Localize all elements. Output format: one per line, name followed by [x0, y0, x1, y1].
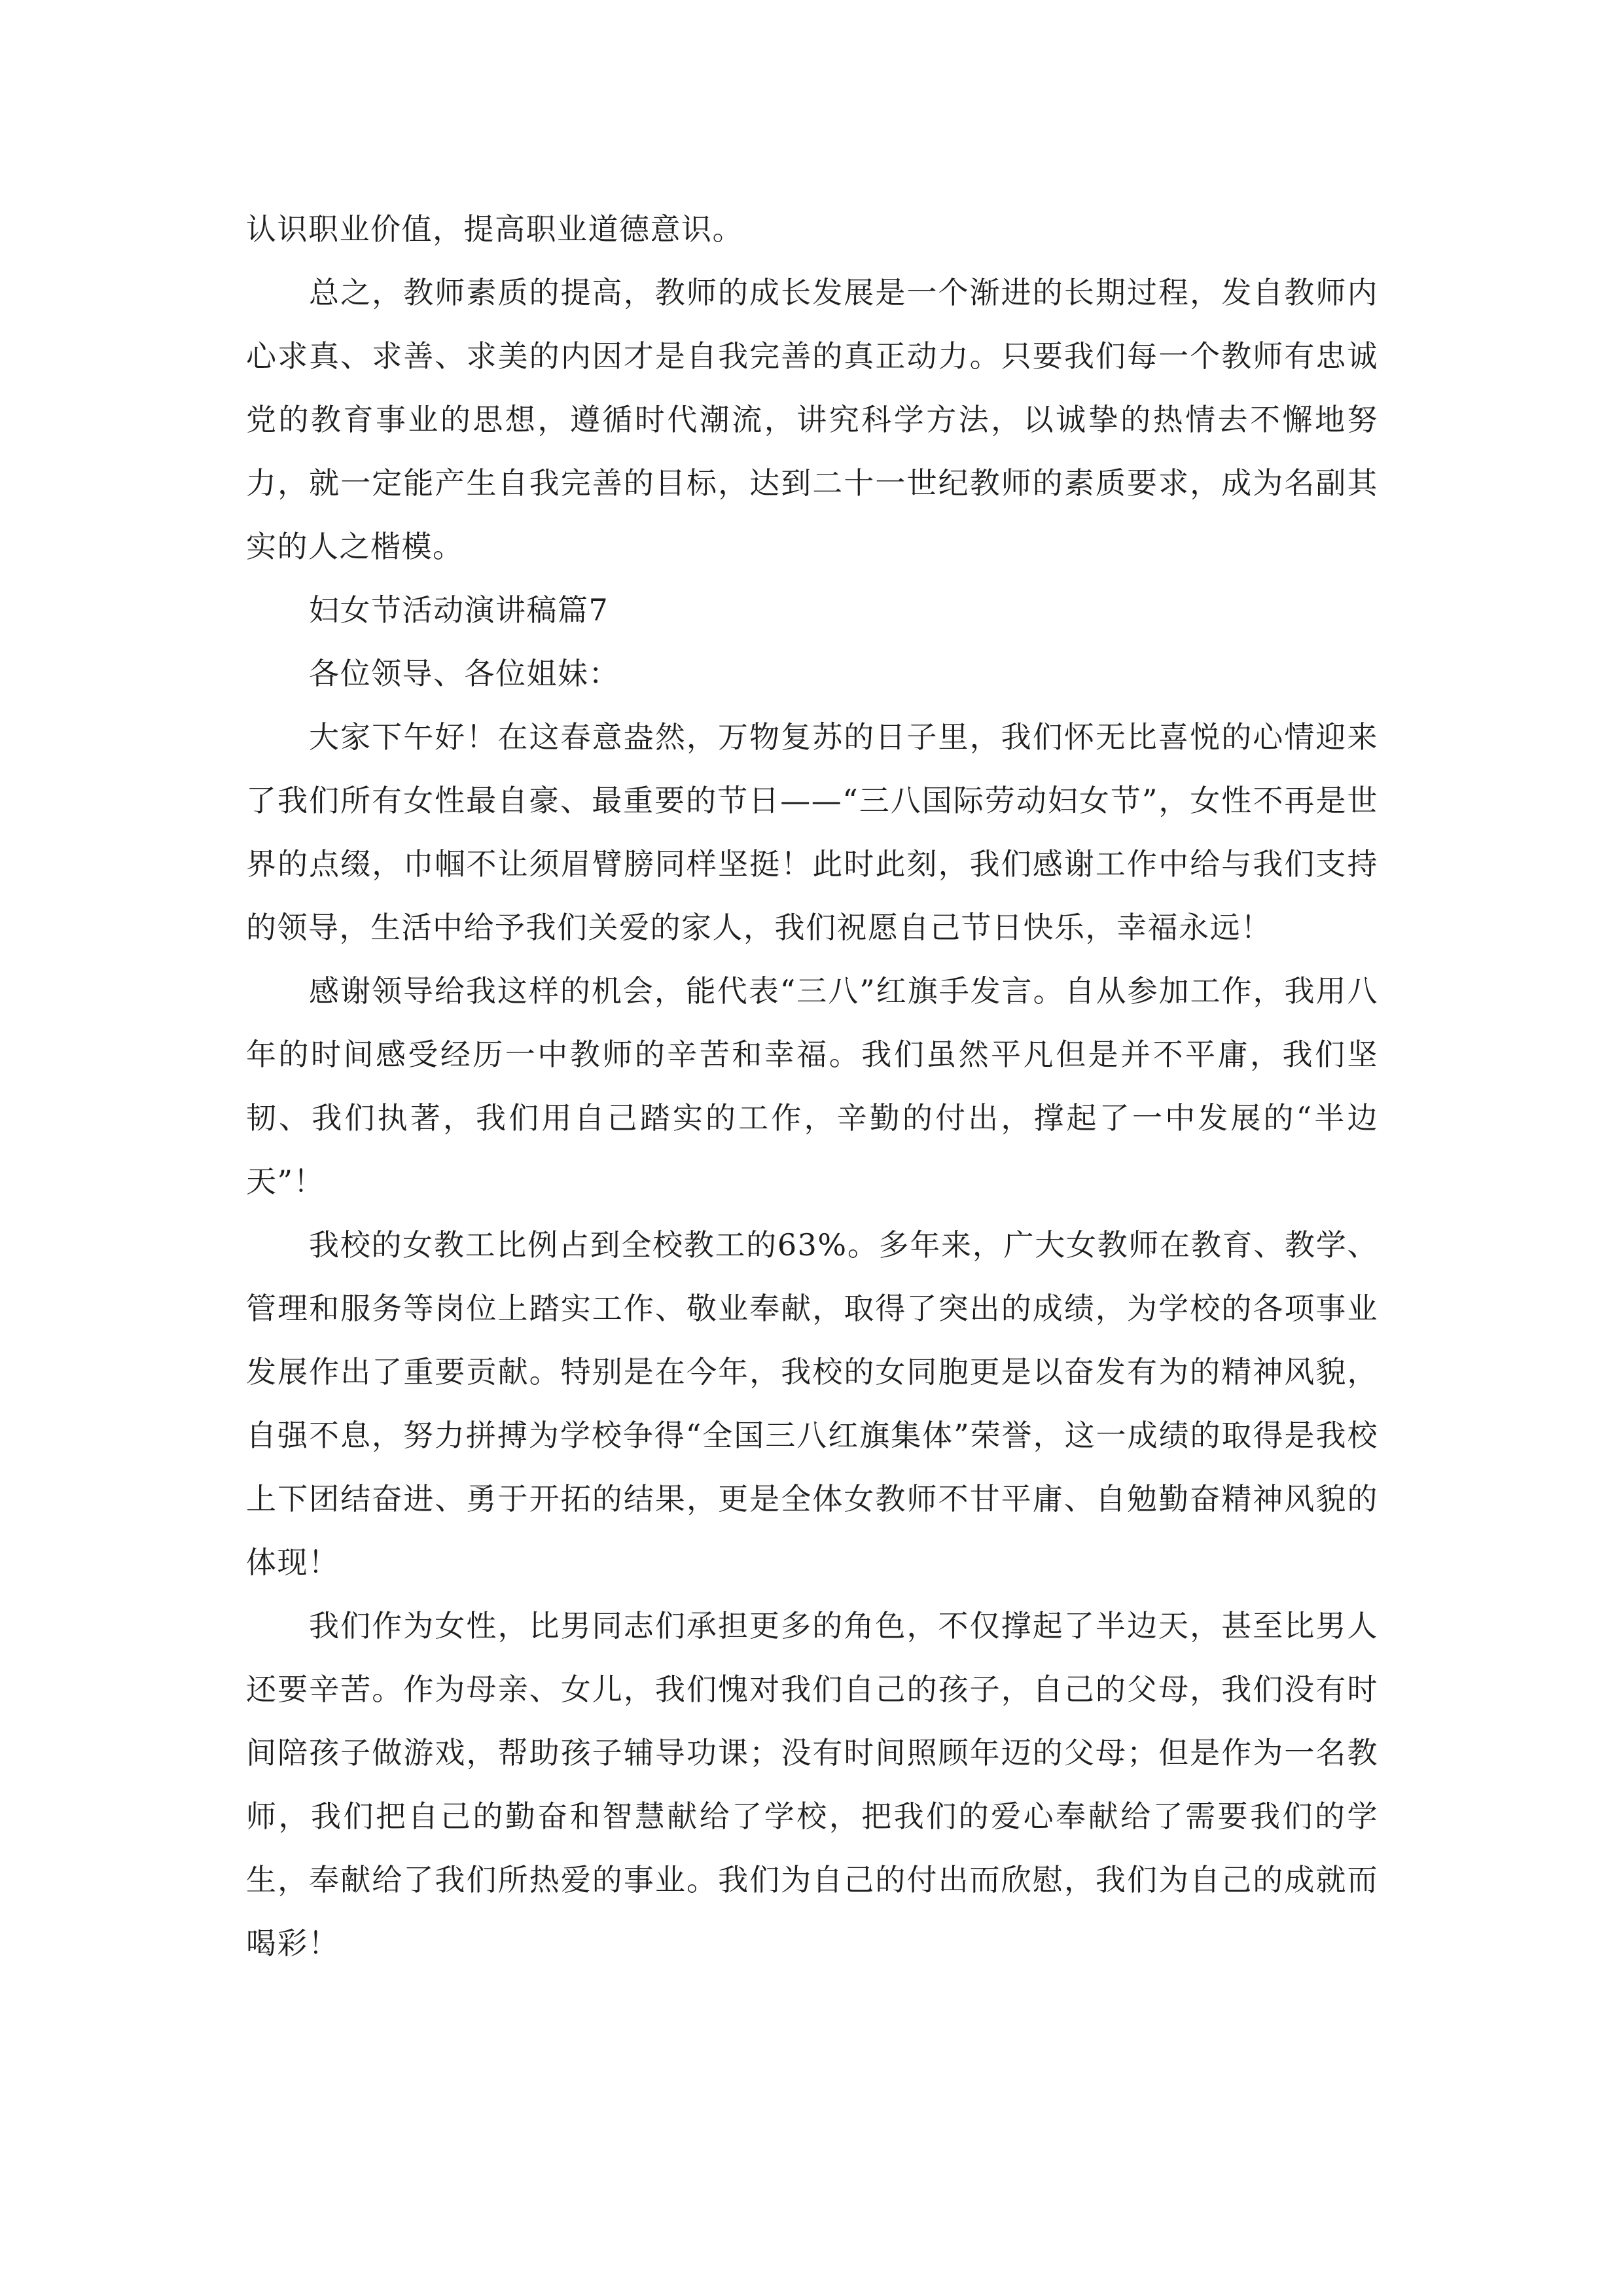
document-body — [246, 198, 1378, 1975]
paragraph-greeting: 大家下午好！在这春意盎然，万物复苏的日子里，我们怀无比喜悦的心情迎来了我们所有女性最自豪、最重要的节日——“三八国际劳动妇女节”，女性不再是世界的点缀，巾帼不让须眉臂膀同样坚挺！此时此刻，我们感谢工作中给与我们支持的领导，生活中给予我们关爱的家人，我们祝愿自己节日快乐，幸福永远！ — [246, 719, 1378, 945]
paragraph-thanks: 感谢领导给我这样的机会，能代表“三八”红旗手发言。自从参加工作，我用八年的时间感受经历一中教师的辛苦和幸福。我们虽然平凡但是并不平庸，我们坚韧、我们执著，我们用自己踏实的工作，辛勤的付出，撑起了一中发展的“半边天”！ — [246, 973, 1378, 1199]
salutation: 各位领导、各位姐妹： — [309, 656, 620, 691]
paragraph-achievements: 我校的女教工比例占到全校教工的63%。多年来，广大女教师在教育、教学、管理和服务等岗位上踏实工作、敬业奉献，取得了突出的成绩，为学校的各项事业发展作出了重要贡献。特别是在今年，我校的女同胞更是以奋发有为的精神风貌，自强不息，努力拼搏为学校争得“全国三八红旗集体”荣誉，这一成绩的取得是我校上下团结奋进、勇于开拓的结果，更是全体女教师不甘平庸、自勉勤奋精神风貌的体现！ — [246, 1227, 1378, 1580]
paragraph-conclusion: 总之，教师素质的提高，教师的成长发展是一个渐进的长期过程，发自教师内心求真、求善、求美的内因才是自我完善的真正动力。只要我们每一个教师有忠诚党的教育事业的思想，遵循时代潮流，讲究科学方法，以诚挚的热情去不懈地努力，就一定能产生自我完善的目标，达到二十一世纪教师的素质要求，成为名副其实的人之楷模。 — [246, 275, 1378, 564]
section-title: 妇女节活动演讲稿篇7 — [309, 592, 609, 628]
paragraph-continuation: 认识职业价值，提高职业道德意识。 — [246, 211, 743, 247]
paragraph-roles: 我们作为女性，比男同志们承担更多的角色，不仅撑起了半边天，甚至比男人还要辛苦。作为母亲、女儿，我们愧对我们自己的孩子，自己的父母，我们没有时间陪孩子做游戏，帮助孩子辅导功课；没有时间照顾年迈的父母；但是作为一名教师，我们把自己的勤奋和智慧献给了学校，把我们的爱心奉献给了需要我们的学生，奉献给了我们所热爱的事业。我们为自己的付出而欣慰，我们为自己的成就而喝彩！ — [246, 1608, 1378, 1961]
